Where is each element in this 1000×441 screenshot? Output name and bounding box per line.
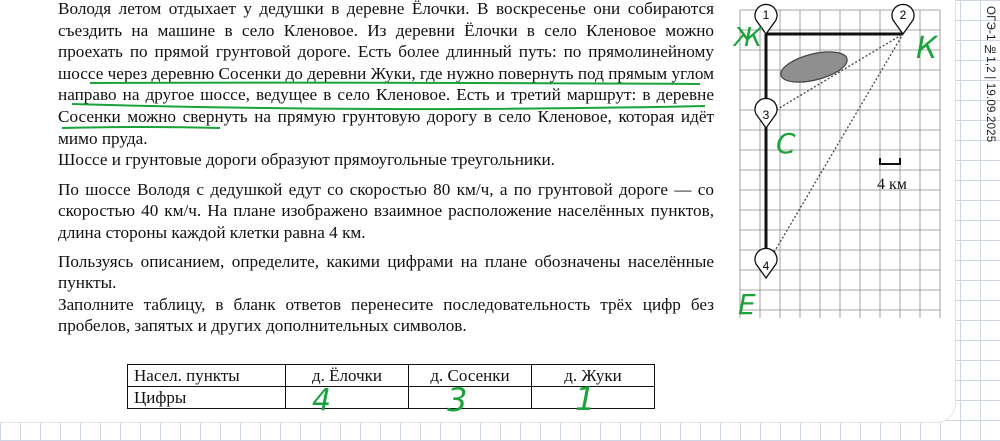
- problem-paragraph-3: По шоссе Володя с дедушкой едут со скоростью 80 км/ч, а по грунтовой дороге — со скоростью 40 км/ч. На плане изображено взаимное расположение населённых пунктов, длина стороны каждой клетки равна 4 км.: [58, 179, 714, 242]
- table-header-cell: д. Ёлочки: [286, 365, 409, 387]
- answer-cell[interactable]: [409, 387, 532, 409]
- pond-shape: [778, 46, 850, 88]
- problem-paragraph-1: Володя летом отдыхает у дедушки в деревне Ёлочки. В воскресенье они собираются съездить на машине в село Кленовое. Из деревни Ёлочки в село Кленовое можно проехать по прямой грунтовой дороге. Есть более длинный путь: по прямолинейному шоссе через деревню Сосенки до деревни Жуки, где нужно повернуть под прямым углом направо на другое шоссе, ведущее в село Кленовое. Есть и третий маршрут: в деревне Сосенки можно свернуть на прямую грунтовую дорогу в село Кленовое, которая идёт мимо пруда.: [58, 0, 714, 148]
- handwritten-answer: 4: [312, 383, 332, 418]
- map-marker-4: [755, 248, 777, 278]
- handwritten-underlines: [0, 0, 720, 138]
- handwritten-letter: Ж: [734, 23, 763, 53]
- village-map: [690, 0, 950, 328]
- marker-label: 4: [762, 259, 770, 273]
- handwritten-letter: С: [776, 127, 796, 160]
- map-marker-2: [892, 4, 914, 34]
- table-header-cell: Насел. пункты: [128, 365, 286, 387]
- scale-bar: [880, 158, 900, 164]
- exam-code-label: ОГЭ-1 №1,2 | 19.09.2025: [984, 6, 996, 143]
- handwritten-letter: Е: [738, 288, 756, 321]
- table-header-cell: д. Сосенки: [409, 365, 532, 387]
- table-header-cell: д. Жуки: [532, 365, 655, 387]
- table-row-label: Цифры: [128, 387, 286, 409]
- problem-paragraph-4: Пользуясь описанием, определите, какими цифрами на плане обозначены населённые пункты.: [58, 251, 714, 293]
- marker-label: 3: [762, 108, 770, 122]
- handwritten-letter: К: [916, 31, 938, 66]
- scale-label: 4 км: [877, 176, 907, 193]
- answer-cell[interactable]: [286, 387, 409, 409]
- problem-paragraph-2: Шоссе и грунтовые дороги образуют прямоугольные треугольники.: [58, 150, 555, 170]
- marker-label: 2: [899, 8, 907, 22]
- handwritten-answer: 1: [575, 380, 596, 418]
- marker-label: 1: [762, 8, 770, 22]
- handwritten-answer: 3: [447, 381, 468, 419]
- map-marker-3: [755, 98, 777, 128]
- problem-paragraph-5: Заполните таблицу, в бланк ответов перенесите последовательность трёх цифр без пробелов, запятых и других дополнительных символов.: [58, 294, 714, 336]
